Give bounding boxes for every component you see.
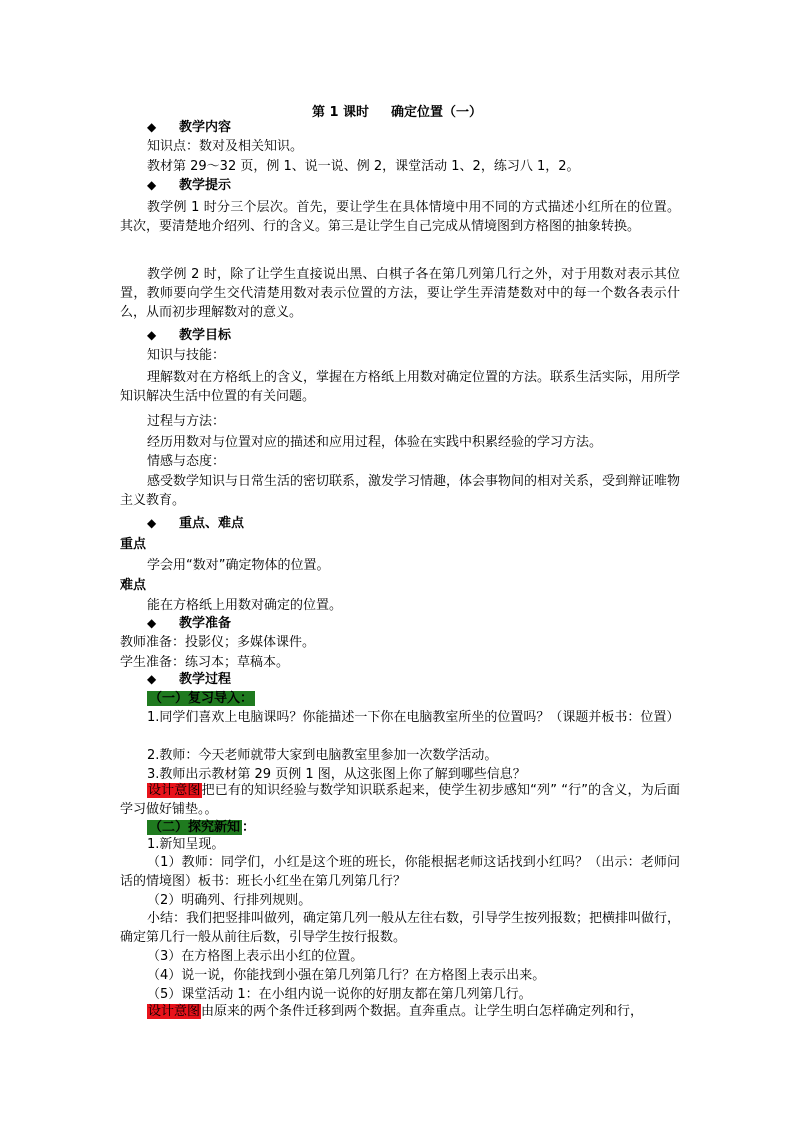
difficulty-label: 难点 bbox=[120, 578, 147, 593]
goal-label: 过程与方法： bbox=[147, 414, 226, 429]
section-heading-goals: ◆ 教学目标 bbox=[147, 328, 232, 343]
paragraph: 感受数学知识与日常生活的密切联系，激发学习情趣，体会事物间的相对关系，受到辩证唯物主义教育。 bbox=[120, 474, 681, 508]
diamond-icon: ◆ bbox=[147, 672, 157, 686]
design-badge: 设计意图 bbox=[148, 1004, 201, 1019]
difficulty-text: 能在方格纸上用数对确定的位置。 bbox=[147, 598, 343, 613]
diamond-icon: ◆ bbox=[147, 120, 157, 134]
paragraph: 经历用数对与位置对应的描述和应用过程，体验在实践中积累经验的学习方法。 bbox=[147, 435, 603, 450]
section-heading-key: ◆ 重点、难点 bbox=[147, 516, 245, 531]
section-heading-tips: ◆ 教学提示 bbox=[147, 178, 232, 193]
list-item: （2）明确列、行排列规则。 bbox=[147, 893, 312, 908]
section-explore: （二）探究新知 ： bbox=[149, 820, 256, 835]
diamond-icon: ◆ bbox=[147, 516, 157, 530]
content-line: 教材第 29～32 页，例 1、说一说、例 2，课堂活动 1、2，练习八 1，2。 bbox=[147, 159, 580, 174]
key-text: 学会用“数对”确定物体的位置。 bbox=[147, 558, 330, 573]
list-item: （5）课堂活动 1：在小组内说一说你的好朋友都在第几列第几行。 bbox=[147, 987, 532, 1002]
list-item: （3）在方格图上表示出小红的位置。 bbox=[147, 949, 364, 964]
section-heading-prep: ◆ 教学准备 bbox=[147, 616, 232, 631]
list-item: 1.新知呈现。 bbox=[147, 837, 225, 852]
section-badge: （二）探究新知 bbox=[149, 820, 241, 835]
goal-label: 知识与技能： bbox=[147, 348, 226, 363]
design-intent: 设计意图由原来的两个条件迁移到两个数据。直奔重点。让学生明白怎样确定列和行， bbox=[148, 1004, 644, 1019]
paragraph: 教学例 1 时分三个层次。首先，要让学生在具体情境中用不同的方式描述小红所在的位置。其次，要清楚地介绍列、行的含义。第三是让学生自己完成从情境图到方格图的抽象转换。 bbox=[120, 200, 680, 234]
summary: 小结：我们把竖排叫做列，确定第几列一般从左往右数，引导学生按列报数；把横排叫做行，确定第几行一般从前往后数，引导学生按行报数。 bbox=[120, 911, 681, 945]
list-item: （1）教师：同学们，小红是这个班的班长，你能根据老师这话找到小红吗？（出示：老师问话的情境图）板书：班长小红坐在第几列第几行？ bbox=[120, 855, 680, 889]
design-intent: 设计意图把已有的知识经验与数学知识联系起来，使学生初步感知“列” “行”的含义，为后面学习做好铺垫。。 bbox=[120, 783, 680, 817]
section-review bbox=[147, 689, 707, 708]
design-badge: 设计意图 bbox=[148, 783, 201, 798]
lesson-number: 第 1 课时 bbox=[311, 105, 370, 120]
content-line: 知识点：数对及相关知识。 bbox=[147, 139, 304, 154]
section-badge: （一）复习导入： bbox=[149, 691, 254, 706]
goal-label: 情感与态度： bbox=[147, 454, 226, 469]
prep-student: 学生准备：练习本；草稿本。 bbox=[120, 655, 290, 670]
list-item: 3.教师出示教材第 29 页例 1 图，从这张图上你了解到哪些信息？ bbox=[147, 767, 526, 782]
diamond-icon: ◆ bbox=[147, 178, 157, 192]
lesson-topic: 确定位置（一） bbox=[391, 105, 483, 120]
list-item: （4）说一说，你能找到小强在第几列第几行？在方格图上表示出来。 bbox=[147, 968, 546, 983]
section-heading-content: ◆ 教学内容 bbox=[147, 120, 232, 135]
list-item: 1.同学们喜欢上电脑课吗？你能描述一下你在电脑教室所坐的位置吗？（课题并板书：位置） bbox=[147, 710, 680, 725]
diamond-icon: ◆ bbox=[147, 328, 157, 342]
list-item: 2.教师：今天老师就带大家到电脑教室里参加一次数学活动。 bbox=[147, 748, 498, 763]
paragraph: 教学例 2 时，除了让学生直接说出黑、白棋子各在第几列第几行之外，对于用数对表示其位置，教师要向学生交代清楚用数对表示位置的方法，要让学生弄清楚数对中的每一个数各表示什么，从而初步理解数对的意义。 bbox=[120, 267, 680, 320]
paragraph: 理解数对在方格纸上的含义，掌握在方格纸上用数对确定位置的方法。联系生活实际，用所学知识解决生活中位置的有关问题。 bbox=[120, 370, 681, 404]
diamond-icon: ◆ bbox=[147, 616, 157, 630]
prep-teacher: 教师准备：投影仪；多媒体课件。 bbox=[120, 635, 316, 650]
key-label: 重点 bbox=[120, 537, 147, 552]
section-heading-process: ◆ 教学过程 bbox=[147, 672, 232, 687]
